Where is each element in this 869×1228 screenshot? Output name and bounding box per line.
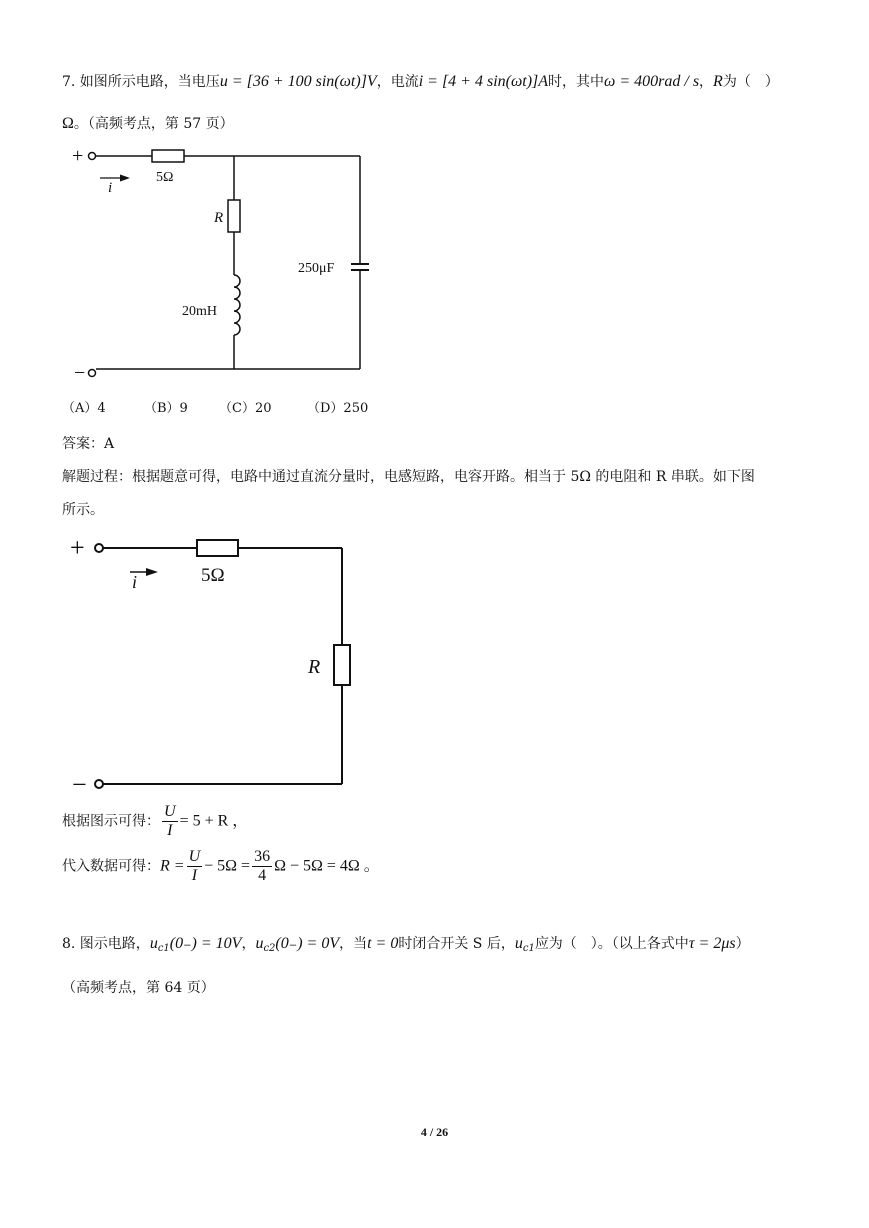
resistor-r — [334, 645, 350, 685]
ohm-symbol: Ω — [62, 115, 74, 132]
q7-text: ， — [699, 74, 714, 90]
q7-prefix: 7. 如图所示电路，当电压 — [62, 74, 220, 90]
current-label: i — [132, 572, 138, 592]
inductor-coil — [234, 275, 240, 335]
q7-text: 时，其中 — [548, 74, 605, 90]
q8-source-note: （高频考点，第 64 页） — [62, 980, 215, 996]
eq2-mid: − 5Ω = — [204, 857, 251, 875]
current-expression: i = [4 + 4 sin(ωt)]A — [418, 73, 549, 90]
option-d: （D）250 — [307, 401, 369, 416]
equation-1 — [62, 803, 248, 840]
current-arrow-icon — [120, 175, 130, 182]
equation-2 — [62, 848, 380, 885]
q7-stem-line1 — [62, 72, 779, 92]
option-a: （A）4 — [62, 401, 106, 416]
option-b: （B）9 — [144, 401, 188, 416]
eq1-rest: = 5 + R ， — [179, 812, 249, 830]
uc1-initial: (0₋) = 10V — [169, 935, 242, 952]
r-variable: R — [713, 73, 723, 90]
capacitor-label: 250μF — [298, 261, 335, 276]
resistor-r-label: R — [308, 656, 321, 678]
fraction-36-over-4: $\frac{36}{4}$ — [254, 848, 271, 884]
resistor-5-ohm — [197, 540, 238, 556]
eq1-prefix: 根据图示可得： — [62, 813, 160, 830]
fraction-u-over-i: $\frac{U}{I}$ — [188, 848, 201, 884]
fraction-u-over-i: $\frac{U}{I}$ — [164, 803, 176, 839]
q7-solution-line2: 所示。 — [62, 502, 104, 518]
resistor-5-label: 5Ω — [201, 565, 225, 586]
q7-text: 为（ ） — [722, 74, 779, 90]
current-label: i — [108, 180, 113, 196]
q8-prefix: 8. 图示电路， — [62, 936, 150, 952]
q8-stem-line1: 8. 图示电路，$u_{c1}(0_-) = 10V$，$u_{c2}(0_-) = 0V$，当t = 0时闭合开关 S 后，$u_{c1}$应为（ ）。（以上各式中τ = 2μs） — [62, 935, 750, 954]
q7-text: ，电流 — [376, 74, 419, 90]
voltage-expression: u = [36 + 100 sin(ωt)]V — [219, 73, 377, 90]
omega-expression: ω = 400rad / s — [604, 73, 700, 90]
inductor-label: 20mH — [182, 304, 217, 319]
q7-options — [62, 399, 368, 419]
minus-terminal — [95, 780, 103, 788]
minus-terminal — [89, 370, 96, 377]
page-number: 4 / 26 — [420, 1125, 449, 1139]
resistor-r-label: R — [214, 210, 224, 226]
q7-stem-line2 — [62, 114, 234, 134]
eq2-left: R = — [160, 857, 185, 875]
plus-terminal — [95, 544, 103, 552]
uc2-initial: (0₋) = 0V — [275, 935, 340, 952]
t-expression: t = 0 — [367, 935, 399, 952]
resistor-r — [228, 200, 240, 232]
option-c: （C）20 — [219, 401, 272, 416]
eq2-rest: Ω − 5Ω = 4Ω 。 — [274, 857, 380, 875]
eq2-prefix: 代入数据可得： — [62, 858, 160, 875]
plus-label: + — [72, 145, 84, 167]
resistor-5-ohm — [152, 150, 184, 162]
circuit-diagram-1 — [62, 140, 382, 390]
plus-terminal — [89, 153, 96, 160]
minus-label: − — [72, 770, 87, 799]
q7-solution-line1: 解题过程：根据题意可得，电路中通过直流分量时，电感短路，电容开路。相当于 5Ω 的电阻和 R 串联。如下图 — [62, 469, 755, 485]
tau-expression: τ = 2μs — [688, 935, 736, 952]
plus-label: + — [70, 533, 85, 562]
resistor-5-label: 5Ω — [156, 170, 174, 185]
q7-source-note: 。（高频考点，第 57 页） — [73, 116, 234, 132]
current-arrow-icon — [146, 568, 158, 576]
minus-label: − — [74, 362, 86, 384]
circuit-diagram-2 — [62, 530, 362, 800]
q7-answer: 答案：A — [62, 436, 115, 452]
